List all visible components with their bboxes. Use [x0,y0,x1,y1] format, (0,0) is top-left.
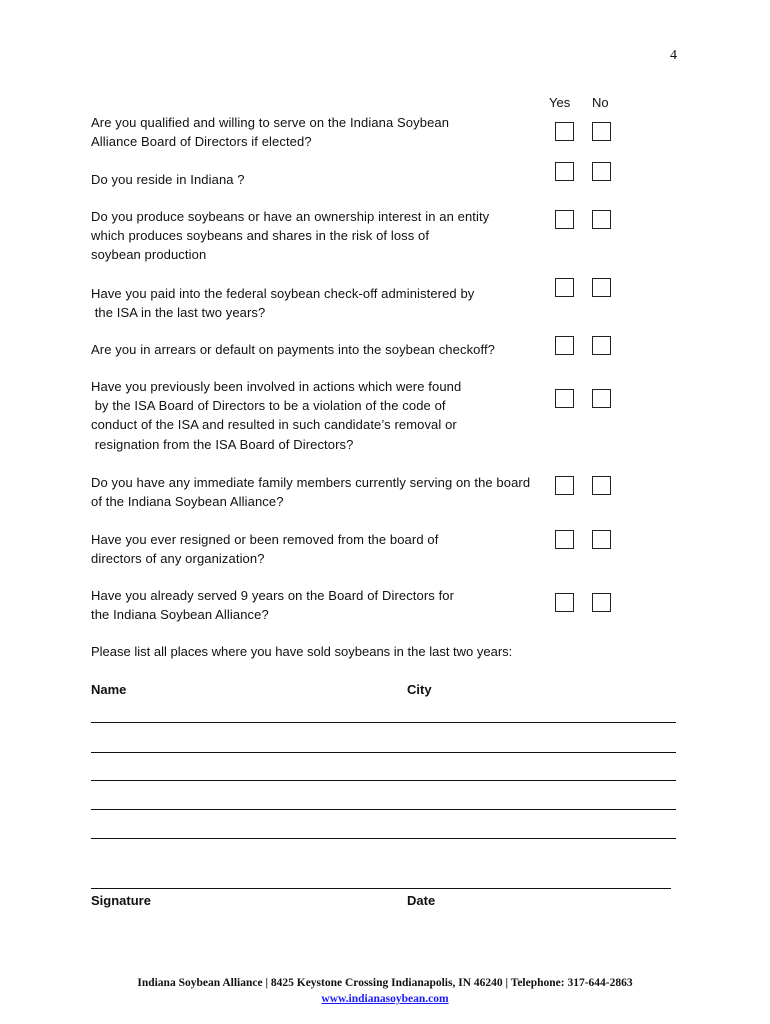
signature-line[interactable] [91,888,671,889]
sold-soybeans-prompt: Please list all places where you have sold soybeans in the last two years: [91,644,513,659]
question-family-members [91,473,530,511]
name-column-header: Name [91,682,127,697]
resigned-yes-checkbox[interactable] [555,530,574,549]
footer-address: Indiana Soybean Alliance | 8425 Keystone Crossing Indianapolis, IN 46240 | Telephone: 317-644-2863 [137,977,633,989]
question-line: Are you in arrears or default on payments into the soybean checkoff? [91,342,496,357]
footer-website-link[interactable]: www.indianasoybean.com [321,993,449,1005]
arrears-yes-checkbox[interactable] [555,336,574,355]
qualified-no-checkbox[interactable] [592,122,611,141]
violation-no-checkbox[interactable] [592,389,611,408]
question-nine-years [91,586,454,624]
entry-line[interactable] [91,838,676,839]
nine-years-no-checkbox[interactable] [592,593,611,612]
family-yes-checkbox[interactable] [555,476,574,495]
entry-line[interactable] [91,722,676,723]
reside-no-checkbox[interactable] [592,162,611,181]
question-line: Have you ever resigned or been removed from the board of [91,532,439,547]
question-violation [91,377,461,454]
family-no-checkbox[interactable] [592,476,611,495]
question-line: Have you previously been involved in actions which were found [91,379,462,394]
qualified-yes-checkbox[interactable] [555,122,574,141]
question-line: Do you reside in Indiana ? [91,172,245,187]
page-number: 4 [670,48,677,63]
question-line: of the Indiana Soybean Alliance? [91,494,284,510]
question-line: by the ISA Board of Directors to be a violation of the code of [91,398,446,414]
question-line: Do you have any immediate family members currently serving on the board [91,475,531,490]
question-line: which produces soybeans and shares in the risk of loss of [91,228,430,244]
violation-yes-checkbox[interactable] [555,389,574,408]
paid-no-checkbox[interactable] [592,278,611,297]
question-line: soybean production [91,247,207,263]
question-reside [91,170,245,189]
date-label: Date [407,893,436,908]
no-column-header: No [592,95,609,110]
paid-yes-checkbox[interactable] [555,278,574,297]
nine-years-yes-checkbox[interactable] [555,593,574,612]
question-resigned [91,530,438,568]
city-column-header: City [407,682,432,697]
reside-yes-checkbox[interactable] [555,162,574,181]
question-line: directors of any organization? [91,551,265,567]
question-line: Have you already served 9 years on the Board of Directors for [91,588,455,603]
question-produce-soybeans [91,207,489,265]
entry-line[interactable] [91,780,676,781]
yes-column-header: Yes [549,95,571,110]
question-paid-checkoff [91,284,474,322]
question-line: Alliance Board of Directors if elected? [91,134,312,150]
question-line: Are you qualified and willing to serve on the Indiana Soybean [91,115,450,130]
question-arrears [91,340,495,359]
question-line: the ISA in the last two years? [91,305,266,321]
question-line: resignation from the ISA Board of Directors? [91,436,354,452]
question-line: the Indiana Soybean Alliance? [91,607,269,623]
produce-yes-checkbox[interactable] [555,210,574,229]
resigned-no-checkbox[interactable] [592,530,611,549]
arrears-no-checkbox[interactable] [592,336,611,355]
question-line: Do you produce soybeans or have an ownership interest in an entity [91,209,490,224]
question-line: Have you paid into the federal soybean check-off administered by [91,286,475,301]
question-qualified [91,113,449,151]
entry-line[interactable] [91,752,676,753]
signature-label: Signature [91,893,151,908]
question-line: conduct of the ISA and resulted in such candidate’s removal or [91,417,457,433]
produce-no-checkbox[interactable] [592,210,611,229]
entry-line[interactable] [91,809,676,810]
